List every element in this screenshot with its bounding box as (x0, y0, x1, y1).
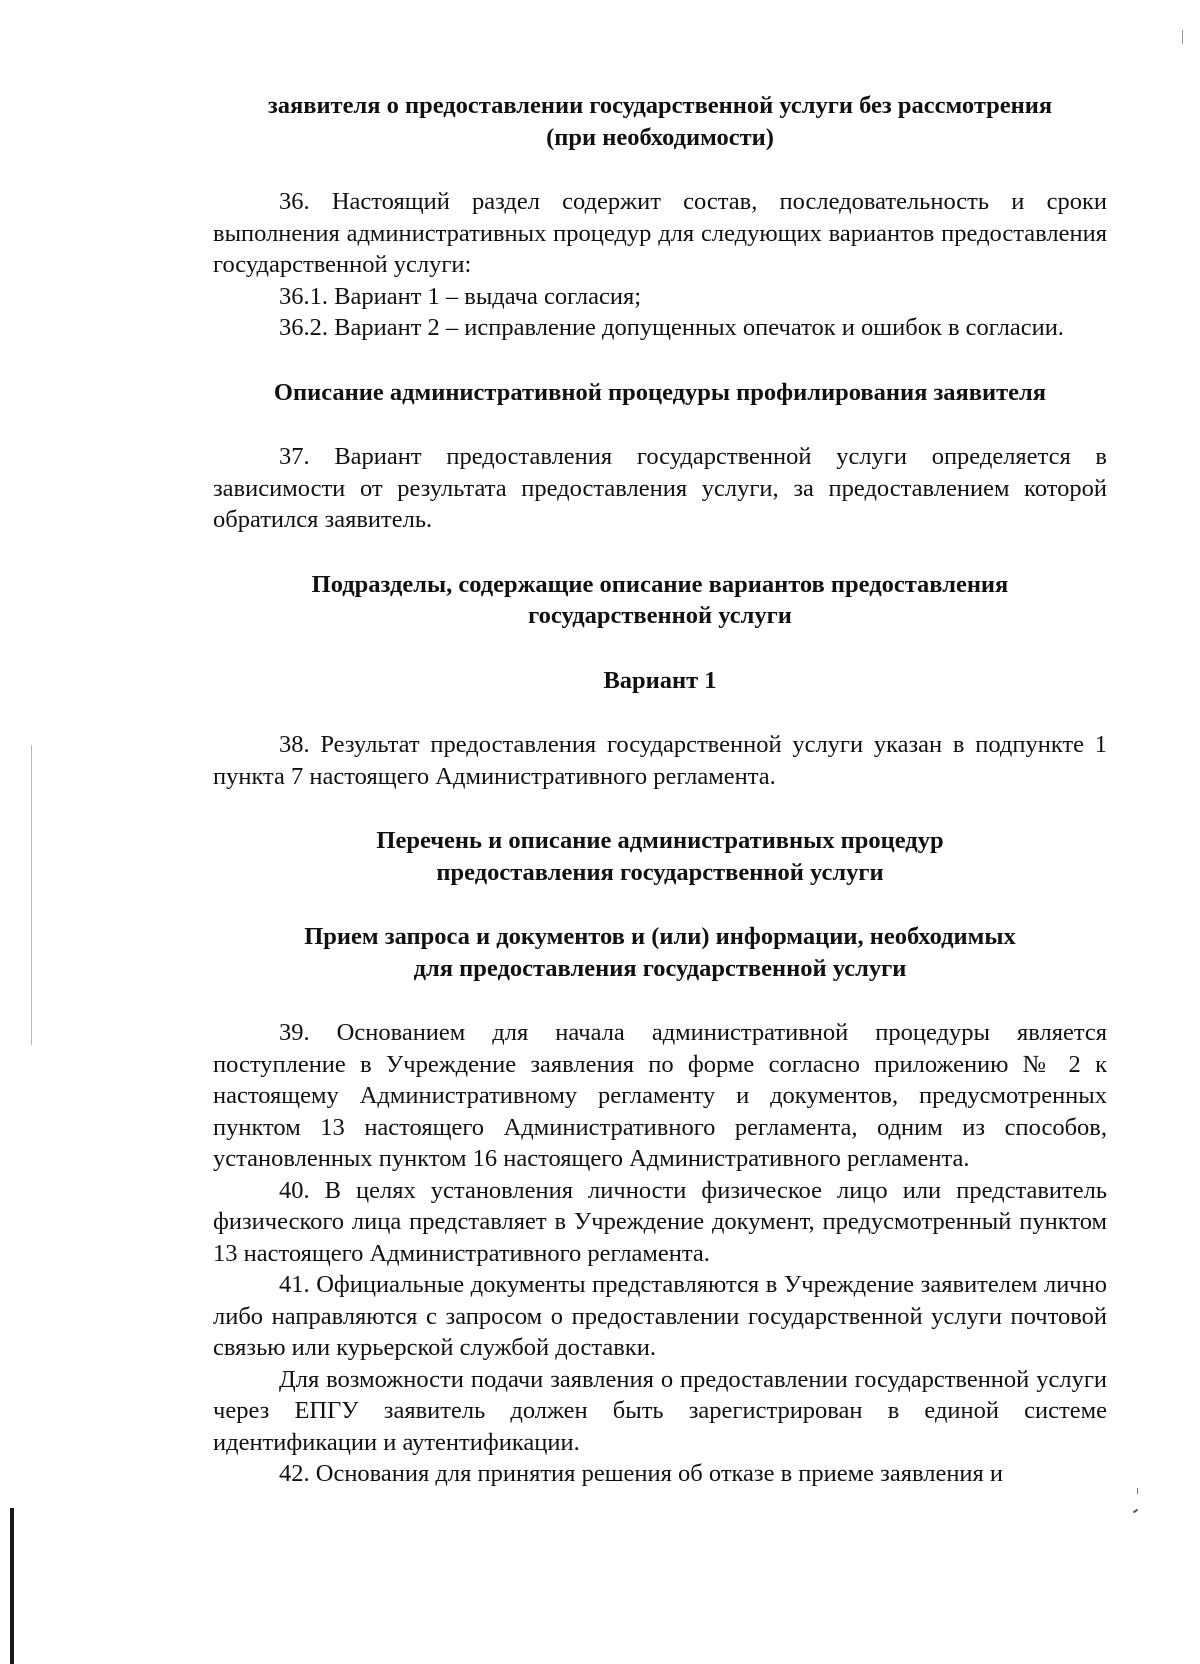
heading-profiling: Описание административной процедуры профилирования заявителя (273, 378, 1047, 406)
paragraph-41-epgu: Для возможности подачи заявления о предоставлении государственной услуги через ЕПГУ заявитель должен быть зарегистрирован в единой системе идентификации и аутентификации. (213, 1365, 1107, 1456)
scan-tick-mark (1182, 30, 1183, 44)
heading-top-line1: заявителя о предоставлении государственной услуги без рассмотрения (267, 92, 1053, 119)
heading-reception-line1: Прием запроса и документов и (или) информации, необходимых (304, 923, 1016, 950)
scan-speck (1137, 1488, 1138, 1494)
paragraph-36: 36. Настоящий раздел содержит состав, последовательность и сроки выполнения административных процедур для следующих вариантов предоставления государственной услуги: (213, 188, 1107, 278)
scan-speck (1133, 1509, 1138, 1514)
paragraph-37: 37. Вариант предоставления государственной услуги определяется в зависимости от результата предоставления услуги, за предоставлением которой обратился заявитель. (213, 443, 1107, 533)
paragraph-39: 39. Основанием для начала административной процедуры является поступление в Учреждение заявления по форме согласно приложению № 2 к настоящему Административному регламенту и документов, предусмотренных пунктом 13 настоящего Административного регламента, одним из способов, установленных пунктом 16 настоящего Административного регламента. (213, 1019, 1107, 1172)
scan-edge-line (10, 1508, 14, 1664)
document-page (213, 90, 1107, 1490)
heading-reception-line2: для предоставления государственной услуги (413, 954, 907, 982)
paragraph-36-2: 36.2. Вариант 2 – исправление допущенных опечаток и ошибок в согласии. (279, 314, 1064, 341)
paragraph-42: 42. Основания для принятия решения об отказе в приеме заявления и (279, 1460, 1004, 1487)
heading-variant-1: Вариант 1 (603, 666, 717, 694)
heading-procedures-line1: Перечень и описание административных процедур (376, 827, 944, 854)
heading-procedures-line2: предоставления государственной услуги (436, 858, 884, 886)
paragraph-40: 40. В целях установления личности физическое лицо или представитель физического лица представляет в Учреждение документ, предусмотренный пунктом 13 настоящего Административного регламента. (213, 1176, 1107, 1267)
paragraph-41: 41. Официальные документы представляются в Учреждение заявителем лично либо направляются с запросом о предоставлении государственной услуги почтовой связью или курьерской службой доставки. (213, 1271, 1107, 1361)
paragraph-36-1: 36.1. Вариант 1 – выдача согласия; (279, 282, 642, 310)
paragraph-38: 38. Результат предоставления государственной услуги указан в подпункте 1 пункта 7 настоящего Административного регламента. (213, 731, 1107, 790)
heading-subsections-line2: государственной услуги (528, 602, 792, 629)
heading-top-line2: (при необходимости) (546, 123, 774, 151)
heading-subsections-line1: Подразделы, содержащие описание вариантов предоставления (311, 570, 1009, 598)
scan-faint-line (31, 745, 32, 1045)
